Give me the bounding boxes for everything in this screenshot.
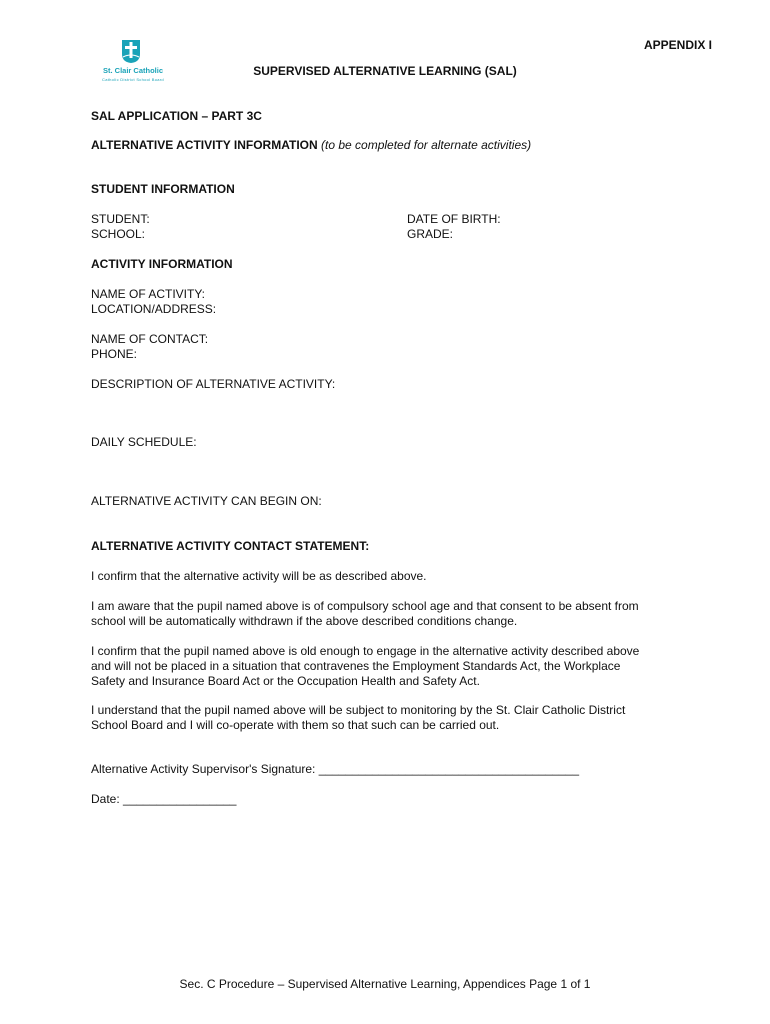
schedule-label: DAILY SCHEDULE:	[91, 435, 197, 449]
alt-info-title: ALTERNATIVE ACTIVITY INFORMATION	[91, 138, 318, 152]
statement-paragraph-4	[91, 703, 691, 733]
statement-paragraph-3	[91, 644, 691, 689]
statement-line: I confirm that the alternative activity will be as described above.	[91, 569, 427, 583]
statement-line: I confirm that the pupil named above is old enough to engage in the alternative activity described above	[91, 644, 640, 658]
appendix-label: APPENDIX I	[643, 38, 712, 52]
statement-line: School Board and I will co-operate with them so that such can be carried out.	[91, 718, 500, 732]
cross-shield-icon	[120, 38, 142, 64]
statement-line: and will not be placed in a situation that contravenes the Employment Standards Act, the Workplace	[91, 659, 621, 673]
school-logo	[100, 38, 166, 88]
begin-label: ALTERNATIVE ACTIVITY CAN BEGIN ON:	[91, 494, 322, 508]
activity-name-label: NAME OF ACTIVITY:	[91, 287, 206, 301]
phone-label: PHONE:	[91, 347, 138, 361]
alt-info-heading	[91, 138, 531, 152]
statement-paragraph-2	[91, 599, 691, 629]
statement-paragraph-1	[91, 569, 691, 584]
statement-line: I understand that the pupil named above will be subject to monitoring by the St. Clair Catholic District	[91, 703, 626, 717]
logo-name: St. Clair Catholic	[102, 66, 163, 75]
statement-line: Safety and Insurance Board Act or the Occupation Health and Safety Act.	[91, 674, 480, 688]
page-footer: Sec. C Procedure – Supervised Alternative Learning, Appendices Page 1 of 1	[179, 977, 591, 991]
logo-subtitle: Catholic District School Board	[102, 77, 164, 82]
statement-line: school will be automatically withdrawn if the above described conditions change.	[91, 614, 518, 628]
student-section-heading: STUDENT INFORMATION	[91, 182, 235, 196]
description-label: DESCRIPTION OF ALTERNATIVE ACTIVITY:	[91, 377, 336, 391]
statement-heading: ALTERNATIVE ACTIVITY CONTACT STATEMENT:	[91, 539, 370, 553]
location-label: LOCATION/ADDRESS:	[91, 302, 217, 316]
statement-line: I am aware that the pupil named above is of compulsory school age and that consent to be absent from	[91, 599, 639, 613]
part-heading: SAL APPLICATION – PART 3C	[91, 109, 262, 123]
date-field[interactable]: Date: _________________	[91, 792, 237, 806]
alt-info-note: (to be completed for alternate activities)	[321, 138, 532, 152]
page-title: SUPERVISED ALTERNATIVE LEARNING (SAL)	[253, 64, 517, 78]
student-label: STUDENT:	[91, 212, 150, 226]
contact-label: NAME OF CONTACT:	[91, 332, 209, 346]
grade-label: GRADE:	[407, 227, 454, 241]
activity-section-heading: ACTIVITY INFORMATION	[91, 257, 233, 271]
dob-label: DATE OF BIRTH:	[407, 212, 501, 226]
school-label: SCHOOL:	[91, 227, 146, 241]
signature-field[interactable]: Alternative Activity Supervisor's Signature: _______________________________________	[91, 762, 580, 776]
